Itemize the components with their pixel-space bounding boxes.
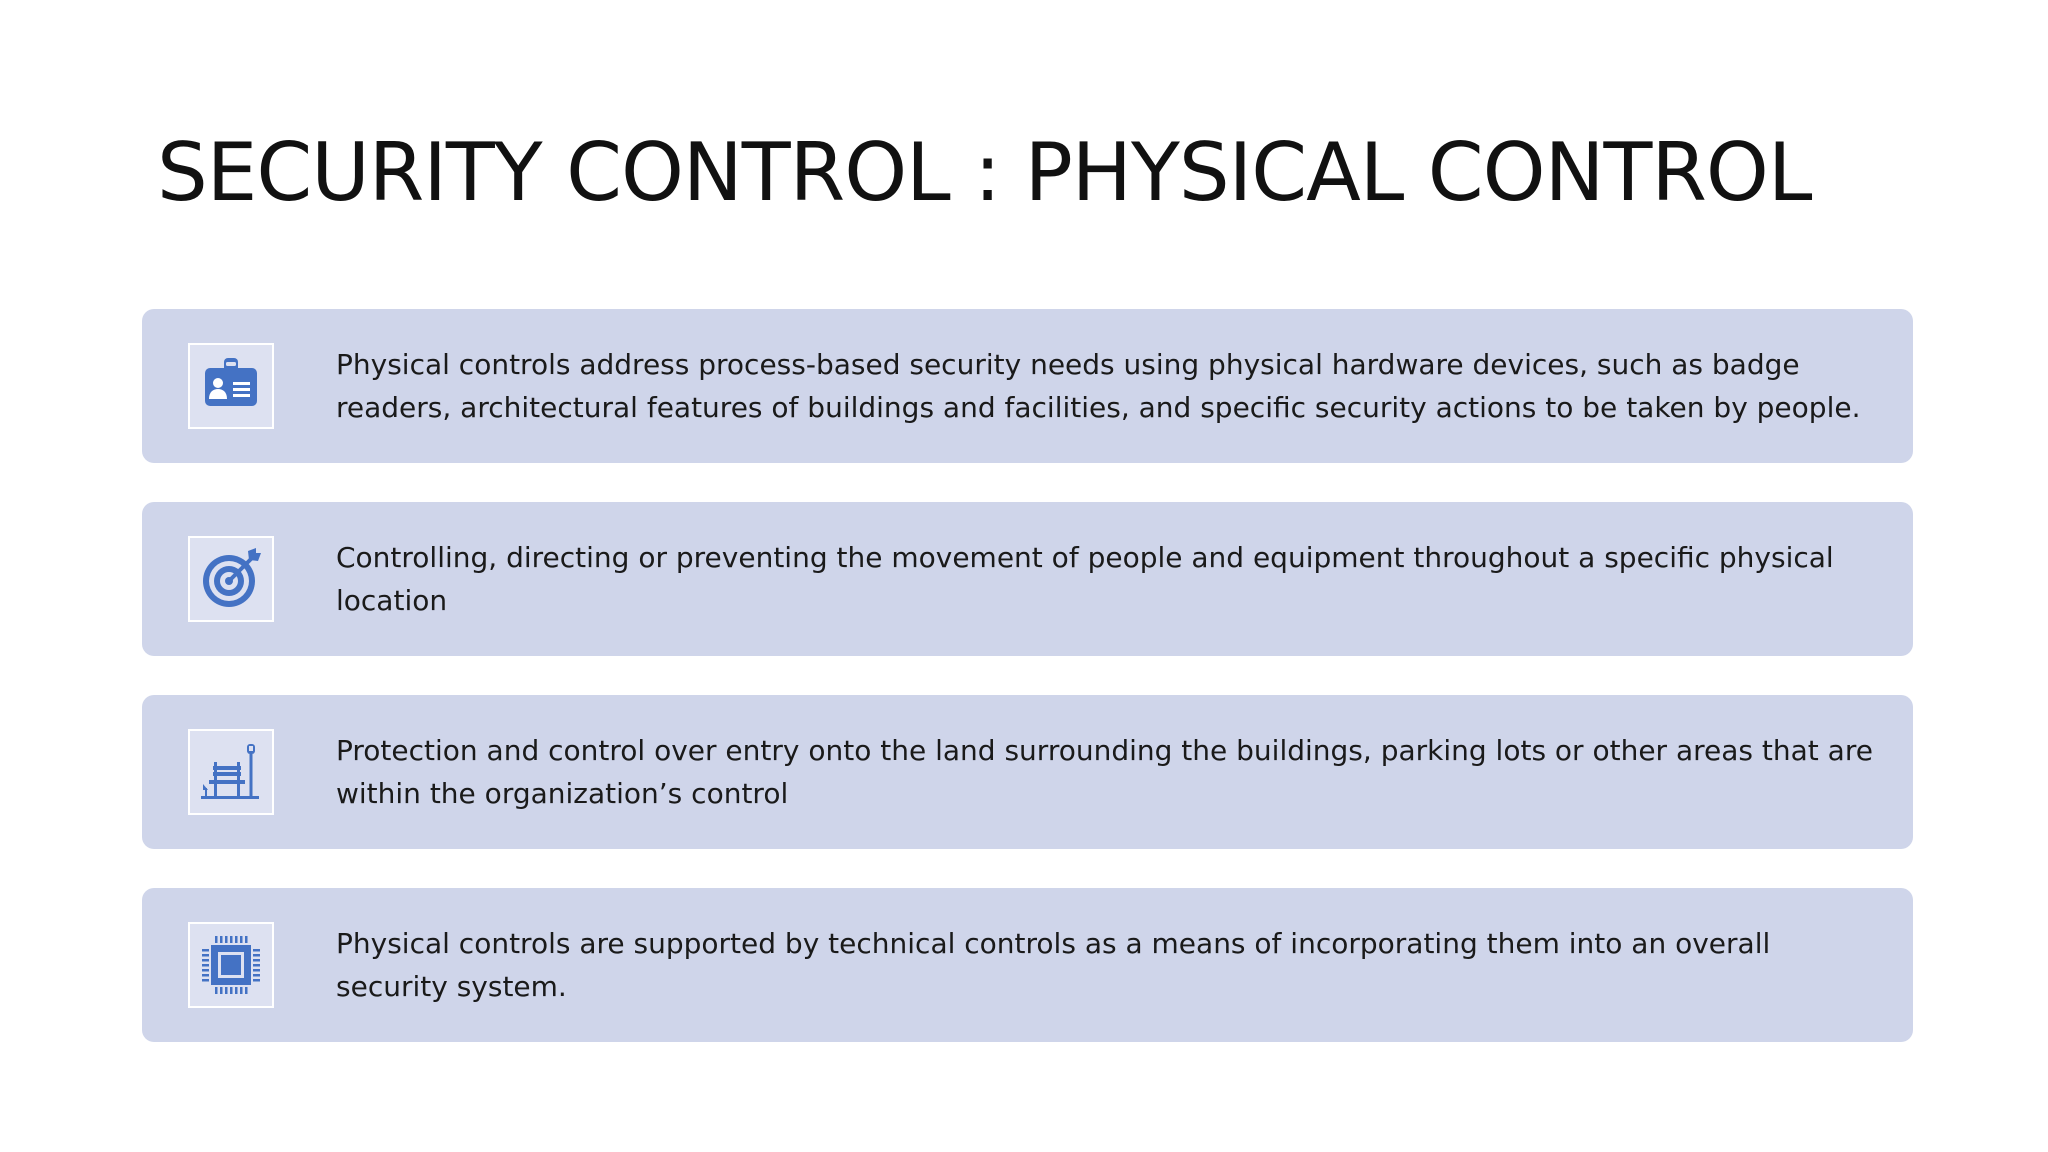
content-list bbox=[142, 309, 1913, 1081]
list-item-movement-control bbox=[142, 502, 1913, 656]
id-badge-icon bbox=[201, 356, 261, 416]
list-item-text: Protection and control over entry onto the land surrounding the buildings, parking lots or other areas that are within the organization’s control bbox=[336, 734, 1873, 810]
icon-frame bbox=[188, 343, 274, 429]
list-item-text: Controlling, directing or preventing the movement of people and equipment throughout a specific physical location bbox=[336, 541, 1834, 617]
processor-chip-icon bbox=[199, 933, 263, 997]
icon-frame bbox=[188, 536, 274, 622]
list-item-text: Physical controls are supported by technical controls as a means of incorporating them into an overall security system. bbox=[336, 927, 1771, 1003]
target-icon bbox=[199, 547, 263, 611]
list-item-technical-support bbox=[142, 888, 1913, 1042]
slide-title: SECURITY CONTROL : PHYSICAL CONTROL bbox=[157, 126, 1812, 219]
list-item-text: Physical controls address process-based security needs using physical hardware devices, such as badge readers, architectural features of buildings and facilities, and specific security actions to be taken by people. bbox=[336, 348, 1861, 424]
icon-frame bbox=[188, 922, 274, 1008]
list-item-badge-readers bbox=[142, 309, 1913, 463]
park-bench-icon bbox=[199, 740, 263, 804]
icon-frame bbox=[188, 729, 274, 815]
list-item-perimeter-control bbox=[142, 695, 1913, 849]
